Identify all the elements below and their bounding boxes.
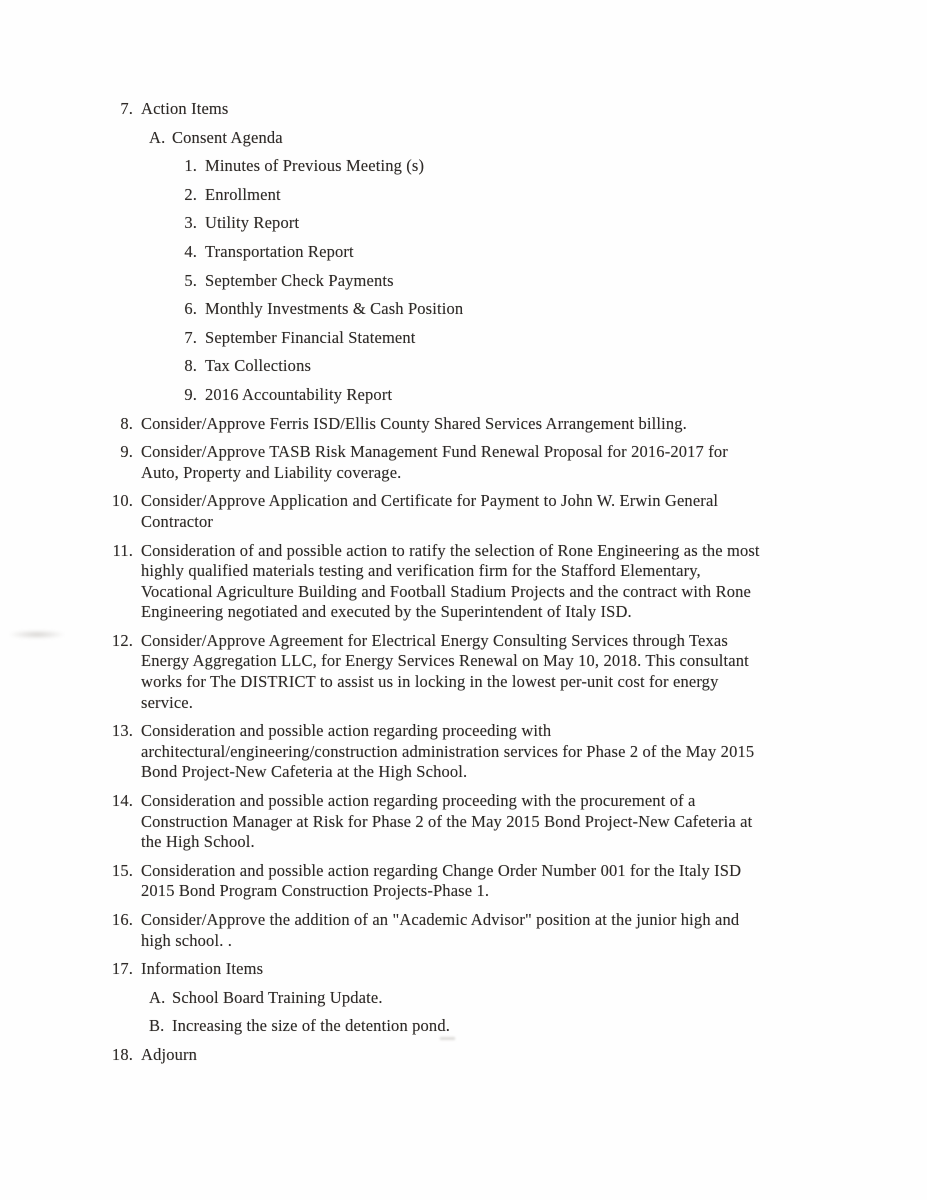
agenda-item bbox=[0, 356, 927, 377]
item-text: Consider/Approve Ferris ISD/Ellis County Shared Services Arrangement billing. bbox=[141, 413, 687, 433]
agenda-item bbox=[0, 861, 927, 902]
item-marker: 11. bbox=[112, 540, 133, 560]
item-marker: A. bbox=[149, 127, 166, 147]
item-text: Information Items bbox=[141, 959, 264, 979]
item-marker: 2. bbox=[184, 184, 197, 204]
item-marker: 8. bbox=[184, 356, 197, 376]
item-marker: 9. bbox=[184, 384, 197, 404]
item-marker: 12. bbox=[111, 630, 133, 650]
agenda-item bbox=[0, 385, 927, 406]
item-text: Consideration of and possible action to ratify the selection of Rone Engineering as the most highly qualified materials testing and verification firm for the Stafford Elementary, Vocational Agriculture Building and Football Stadium Projects and the contract with Rone Engineering negotiated and executed by the Superintendent of Italy ISD. bbox=[141, 540, 760, 622]
item-marker: 17. bbox=[111, 959, 133, 979]
item-marker: 3. bbox=[184, 213, 197, 233]
item-text: Consideration and possible action regarding Change Order Number 001 for the Italy ISD 2015 Bond Program Construction Projects-Phase 1. bbox=[141, 860, 742, 901]
item-marker: 10. bbox=[111, 491, 133, 511]
item-text: Action Items bbox=[141, 99, 229, 118]
item-text: Consider/Approve TASB Risk Management Fund Renewal Proposal for 2016-2017 for Auto, Property and Liability coverage. bbox=[141, 442, 728, 482]
agenda-item bbox=[0, 442, 927, 483]
item-marker: 1. bbox=[184, 156, 197, 176]
agenda-item bbox=[0, 213, 927, 234]
item-marker: A. bbox=[149, 987, 166, 1007]
agenda-item bbox=[0, 156, 927, 177]
item-text: Consider/Approve the addition of an "Academic Advisor" position at the junior high and high school. . bbox=[141, 910, 740, 950]
agenda-item bbox=[0, 271, 927, 292]
item-marker: 9. bbox=[120, 442, 133, 462]
item-text: Tax Collections bbox=[205, 356, 312, 376]
agenda-item bbox=[0, 185, 927, 206]
item-marker: 6. bbox=[184, 299, 197, 319]
agenda-item bbox=[0, 491, 927, 532]
item-marker: B. bbox=[149, 1016, 165, 1036]
item-marker: 5. bbox=[184, 270, 197, 290]
item-text: Utility Report bbox=[205, 213, 300, 233]
item-text: Minutes of Previous Meeting (s) bbox=[205, 156, 425, 176]
item-text: Consideration and possible action regarding proceeding with architectural/engineering/construction administration services for Phase 2 of the May 2015 Bond Project-New Cafeteria at the High School. bbox=[141, 721, 755, 782]
item-marker: 18. bbox=[111, 1044, 133, 1064]
item-text: Adjourn bbox=[141, 1044, 198, 1064]
item-marker: 13. bbox=[111, 721, 133, 741]
item-text: 2016 Accountability Report bbox=[205, 384, 393, 404]
agenda-item bbox=[0, 128, 927, 149]
agenda-item bbox=[0, 910, 927, 951]
agenda-item bbox=[0, 242, 927, 263]
item-text: September Financial Statement bbox=[205, 327, 416, 347]
item-text: Transportation Report bbox=[205, 241, 354, 261]
item-text: Increasing the size of the detention pond. bbox=[172, 1016, 451, 1036]
agenda-item bbox=[0, 328, 927, 349]
item-marker: 14. bbox=[111, 791, 133, 811]
item-marker: 7. bbox=[184, 327, 197, 347]
item-marker: 7. bbox=[120, 99, 133, 118]
item-marker: 15. bbox=[111, 860, 133, 880]
agenda-item bbox=[0, 791, 927, 853]
agenda-item bbox=[0, 414, 927, 435]
agenda-item bbox=[0, 299, 927, 320]
agenda-item bbox=[0, 99, 927, 120]
item-text: Enrollment bbox=[205, 184, 281, 204]
item-text: Consider/Approve Agreement for Electrical Energy Consulting Services through Texas Energy Aggregation LLC, for Energy Services Renewal on May 10, 2018. This consultant works for The DISTRICT to assist us in locking in the lowest per-unit cost for energy service. bbox=[141, 630, 749, 712]
item-text: Consent Agenda bbox=[172, 127, 283, 147]
agenda-list bbox=[0, 99, 927, 1074]
agenda-item bbox=[0, 988, 927, 1009]
item-text: September Check Payments bbox=[205, 270, 394, 290]
item-marker: 16. bbox=[111, 910, 133, 929]
item-marker: 8. bbox=[120, 413, 133, 433]
agenda-item bbox=[0, 959, 927, 980]
agenda-item bbox=[0, 1045, 927, 1066]
agenda-item bbox=[0, 1016, 927, 1037]
item-marker: 4. bbox=[184, 241, 197, 261]
item-text: School Board Training Update. bbox=[172, 987, 383, 1007]
agenda-item bbox=[0, 541, 927, 623]
item-text: Consideration and possible action regarding proceeding with the procurement of a Construction Manager at Risk for Phase 2 of the May 2015 Bond Project-New Cafeteria at the High School. bbox=[141, 791, 753, 852]
agenda-item bbox=[0, 631, 927, 713]
agenda-item bbox=[0, 721, 927, 783]
item-text: Consider/Approve Application and Certificate for Payment to John W. Erwin General Contractor bbox=[141, 491, 719, 531]
item-text: Monthly Investments & Cash Position bbox=[205, 299, 464, 319]
